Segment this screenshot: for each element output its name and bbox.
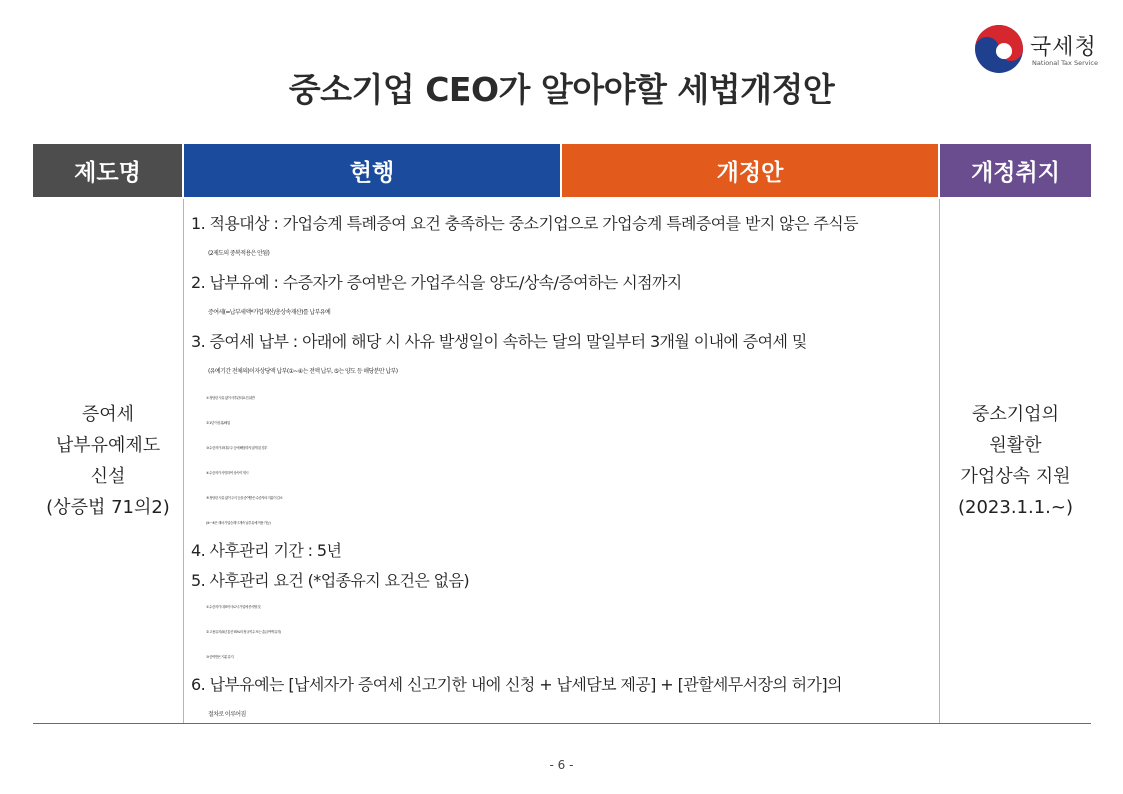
- header-revision: 개정안: [562, 144, 938, 197]
- content-subline: ⑤ 정당한 사유 없이 주식 등을 증여받은 수증자의 지분이 감소: [206, 496, 283, 500]
- logo-name-en: National Tax Service: [1032, 59, 1098, 67]
- content-line: 증여세(=납부세액*가업재산/총상속재산)를 납부유예: [208, 308, 331, 316]
- content-subline: ③ 증여받은 지분 유지: [206, 655, 234, 659]
- content-line: (2제도의 중복적용은 안됨): [208, 249, 270, 257]
- content-subline: ② 고용유지 (5년 통산 70%의 정규직 수 또는 총급여액 유지): [206, 630, 281, 634]
- content-line: (유예기간 전체의)이자상당액 납부(①~④는 전액 납부, ⑤는 양도 등 해당분만 납부): [208, 367, 398, 375]
- page-number: - 6 -: [549, 758, 574, 772]
- content-subline: ④ 수증자가 사망하여 상속이 개시: [206, 471, 249, 475]
- content-line: 4. 사후관리 기간 : 5년: [191, 541, 342, 560]
- content-subline: ③ 수증자가 최대주주 등에 해당하지 않게 된 경우: [206, 446, 267, 450]
- purpose-line: 원활한: [989, 435, 1042, 456]
- header-system-name: 제도명: [33, 144, 182, 197]
- header-purpose: 개정취지: [940, 144, 1091, 197]
- content-subline: ① 정당한 사유 없이 사후관리요건 위반: [206, 396, 255, 400]
- content-cell: [191, 209, 936, 729]
- content-subline: (④~⑤은 재차 가업승계시 계속 납부유예 적용 가능): [206, 521, 271, 525]
- purpose-line: (2023.1.1.~): [957, 497, 1073, 518]
- system-name-line: (상증법 71의2): [46, 497, 170, 518]
- system-name-cell: [33, 199, 183, 723]
- system-name-line: 증여세: [81, 404, 135, 425]
- content-line: 1. 적용대상 : 가업승계 특례증여 요건 충족하는 중소기업으로 가업승계 특례증여를 받지 않은 주식등: [191, 214, 858, 233]
- content-line: 6. 납부유예는 [납세자가 증여세 신고기한 내에 신청 + 납세담보 제공] + [관할세무서장의 허가]의: [191, 675, 842, 694]
- page-title: 중소기업 CEO가 알아야할 세법개정안: [288, 70, 835, 109]
- logo-name-ko: 국세청: [1030, 35, 1097, 60]
- purpose-line: 중소기업의: [972, 404, 1059, 425]
- system-name-line: 신설: [90, 466, 126, 487]
- content-subline: ② 1년 이상 휴/폐업: [206, 421, 230, 425]
- header-current: 현행: [184, 144, 560, 197]
- column-divider: [183, 199, 184, 723]
- table-row: [33, 199, 1091, 724]
- content-line: 절차로 이루어짐: [208, 710, 246, 718]
- content-line: 5. 사후관리 요건 (*업종유지 요건은 없음): [191, 570, 470, 590]
- content-line: 3. 증여세 납부 : 아래에 해당 시 사유 발생일이 속하는 달의 말일부터 3개월 이내에 증여세 및: [191, 332, 807, 351]
- purpose-cell: [940, 199, 1091, 723]
- system-name-line: 납부유예제도: [55, 435, 161, 456]
- purpose-line: 가업상속 지원: [960, 466, 1071, 487]
- content-subline: ① 수증자가 대표이사로서 가업에 종사할 것: [206, 605, 261, 609]
- content-line: 2. 납부유예 : 수증자가 증여받은 가업주식을 양도/상속/증여하는 시점까지: [191, 273, 682, 292]
